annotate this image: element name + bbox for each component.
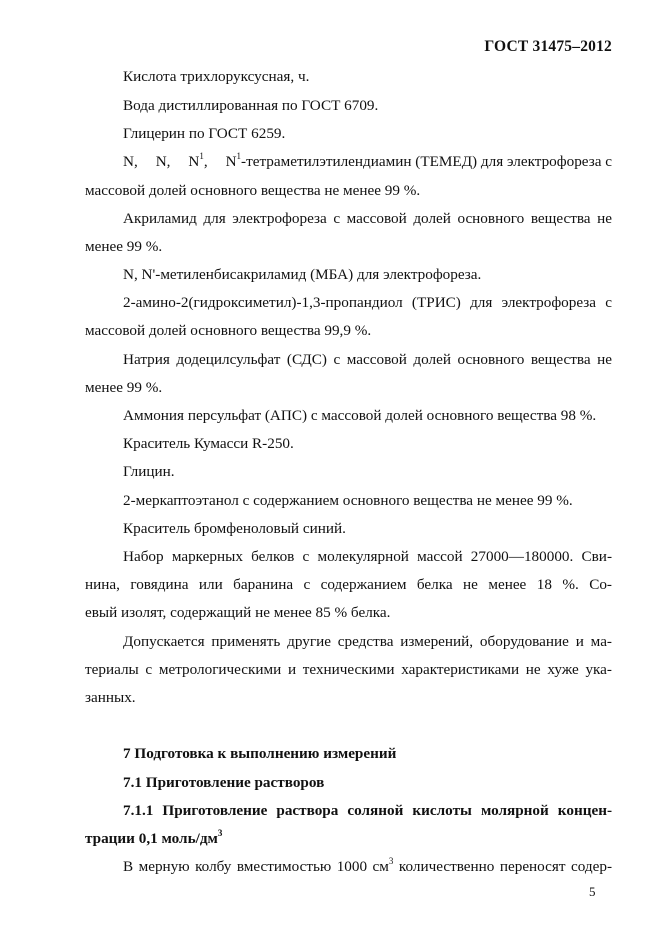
text-fragment: количественно переносят содер- bbox=[393, 858, 612, 875]
text-line: Кислота трихлоруксусная, ч. bbox=[123, 68, 310, 85]
superscript: 3 bbox=[388, 855, 394, 866]
text-line: 2-амино-2(гидроксиметил)-1,3-пропандиол (ТРИС) для электрофореза с bbox=[123, 294, 612, 311]
text-fragment: В мерную колбу вместимостью 1000 см bbox=[123, 858, 389, 875]
text-fragment: -тетраметилэтилендиамин (ТЕМЕД) для электрофореза с bbox=[241, 153, 612, 170]
text-line: Натрия додецилсульфат (СДС) с массовой долей основного вещества не bbox=[123, 351, 612, 368]
text-line: Глицерин по ГОСТ 6259. bbox=[123, 125, 286, 142]
superscript: 1 bbox=[236, 150, 242, 161]
text-line: массовой долей основного вещества 99,9 %. bbox=[85, 322, 372, 339]
section-heading: 7 Подготовка к выполнению измерений bbox=[123, 745, 397, 762]
text-fragment: N bbox=[188, 153, 200, 170]
text-line: N, N'-метиленбисакриламид (МБА) для электрофореза. bbox=[123, 266, 482, 283]
text-fragment: N, bbox=[123, 153, 138, 170]
text-fragment bbox=[188, 150, 208, 171]
superscript: 1 bbox=[199, 150, 204, 161]
text-line: 2-меркаптоэтанол с содержанием основного вещества не менее 99 %. bbox=[123, 492, 573, 509]
text-fragment: трации 0,1 моль/дм bbox=[85, 830, 218, 847]
text-fragment: N bbox=[225, 153, 237, 170]
page-number: 5 bbox=[589, 884, 596, 899]
text-line: Акриламид для электрофореза с массовой долей основного вещества не bbox=[123, 210, 612, 227]
text-line: Допускается применять другие средства измерений, оборудование и ма- bbox=[123, 633, 612, 650]
text-line: Набор маркерных белков с молекулярной массой 27000—180000. Сви- bbox=[123, 548, 612, 565]
text-line: менее 99 %. bbox=[85, 238, 163, 255]
subsubsection-heading-continuation bbox=[85, 827, 223, 848]
superscript: 3 bbox=[217, 827, 223, 838]
subsection-heading: 7.1 Приготовление растворов bbox=[123, 774, 325, 791]
text-line: Глицин. bbox=[123, 463, 175, 480]
text-line: нина, говядина или баранина с содержанием белка не менее 18 %. Со- bbox=[85, 576, 612, 593]
text-line: евый изолят, содержащий не менее 85 % белка. bbox=[85, 604, 391, 621]
text-line bbox=[123, 855, 612, 876]
text-line: массовой долей основного вещества не менее 99 %. bbox=[85, 182, 421, 199]
text-fragment bbox=[225, 150, 612, 171]
text-line: менее 99 %. bbox=[85, 379, 163, 396]
text-line: Краситель Кумасси R-250. bbox=[123, 435, 294, 452]
text-fragment: N, bbox=[155, 153, 171, 170]
subsubsection-heading: 7.1.1 Приготовление раствора соляной кислоты молярной концен- bbox=[123, 802, 612, 819]
document-code-header: ГОСТ 31475–2012 bbox=[484, 38, 612, 55]
text-line bbox=[123, 150, 612, 171]
text-fragment: , bbox=[203, 153, 208, 170]
text-line: Вода дистиллированная по ГОСТ 6709. bbox=[123, 97, 379, 114]
text-line: Краситель бромфеноловый синий. bbox=[123, 520, 346, 537]
text-line: Аммония персульфат (АПС) с массовой долей основного вещества 98 %. bbox=[123, 407, 597, 424]
text-line: териалы с метрологическими и техническими характеристиками не хуже ука- bbox=[85, 661, 612, 678]
text-line: занных. bbox=[85, 689, 136, 706]
